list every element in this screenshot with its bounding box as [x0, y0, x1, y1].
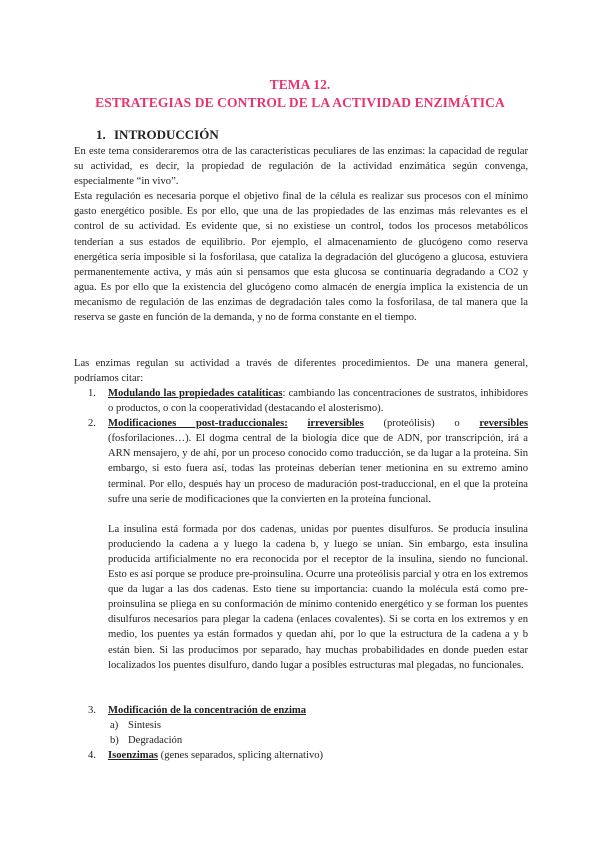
list-item-title: Modificación de la concentración de enzima	[108, 705, 307, 716]
list-item-title: Modulando las propiedades catalíticas	[108, 388, 283, 399]
sub-item-letter: b)	[110, 735, 119, 747]
list-item-text: (genes separados, splicing alternativo)	[158, 750, 324, 762]
intro-block	[74, 144, 528, 325]
list-item-text: (fosforilaciones…). El dogma central de la biología dice que de ADN, por transcripción, irá a ARN mensajero, y de ahí, por un proceso conocido como traducción, se da lugar a la proteína. Sin embargo, si esto fuera así, todas las proteínas deberían tener metionina en su extremo amino terminal. Por ello, después hay un proceso de maduración post-traduccional, en el que la proteína sufre una serie de modificaciones que la convierten en la proteína funcional.	[108, 433, 528, 505]
intro-paragraph-1: En este tema consideraremos otra de las características peculiares de las enzimas: la capacidad de regular su actividad, es decir, la propiedad de regulación de la actividad enzimática según convenga, especialmente “in vivo”.	[74, 146, 528, 188]
chapter-title: ESTRATEGIAS DE CONTROL DE LA ACTIVIDAD ENZIMÁTICA	[95, 95, 505, 110]
section-number: 1.	[96, 127, 106, 142]
section-title: INTRODUCCIÓN	[114, 127, 219, 142]
list-item-title: Isoenzimas	[108, 750, 159, 762]
sub-item-letter: a)	[110, 720, 119, 732]
sub-item	[88, 718, 528, 733]
strategies-list	[88, 386, 528, 673]
list-item	[88, 748, 528, 763]
intro-block-2	[74, 356, 528, 386]
sub-item	[88, 733, 528, 748]
list-item	[88, 416, 528, 673]
list-item-number: 2.	[88, 418, 96, 430]
chapter-number: TEMA 12.	[269, 77, 331, 92]
sub-item-text: Degradación	[128, 735, 183, 747]
insulin-paragraph: La insulina está formada por dos cadenas, unidas por puentes disulfuros. Se producía insulina produciendo la cadena a y luego la cadena b, y luego se unían. Sin embargo, esta insulina producida artificialmente no era reconocida por el receptor de la insulina, siendo no funcional. Esto es así porque se produce pre-proinsulina. Ocurre una proteólisis parcial y otra en los extremos que da lugar a las dos cadenas. Esto tiene su importancia: cuando la molécula está como pre-proinsulina se pliega en su conformación de mínimo contenido energético y se forman los puentes disulfuros necesarios para plegar la cadena (enlaces covalentes). Si se corta en los extremos y en medio, los puentes ya están formados y quedan ahí, por lo que la estructura de la cadena a y b están bien. Si las producimos por separado, hay muchas probabilidades en donde pueden estar localizados los puentes disulfuro, dando lugar a posibles estructuras mal plegadas, no funcionales.	[108, 523, 528, 671]
list-item-text: (proteólisis) o	[363, 418, 480, 430]
list-item-title: Modificaciones post-traduccionales:	[108, 418, 288, 430]
section-heading	[96, 127, 219, 143]
sub-item-text: Síntesis	[128, 720, 161, 732]
intro-paragraph-3: Las enzimas regulan su actividad a través de diferentes procedimientos. De una manera general, podríamos citar:	[74, 358, 528, 385]
intro-paragraph-2: Esta regulación es necesaria porque el objetivo final de la célula es realizar sus procesos con el mínimo gasto energético posible. Es por ello, que una de las propiedades de las enzimas más relevantes es el control de su actividad. Es evidente que, si no existiese un control, todos los procesos metabólicos tenderían a sus estados de equilibrio. Por ejemplo, el almacenamiento de glucógeno como reserva energética sería imposible si la fosforilasa, que cataliza la degradación del glucógeno a glucosa, estuviera permanentemente activa, y más aún si pensamos que esta glucosa se continuaría degradando a CO2 y agua. Es por ello que la existencia del glucógeno como almacén de energía implica la existencia de un mecanismo de regulación de las enzimas de degradación tales como la fosforilasa, de tal manera que la reserva se gaste en función de la demanda, y no de forma constante en el tiempo.	[74, 191, 528, 324]
list-item-text: : cambiando las concentraciones de sustratos, inhibidores o productos, o con la cooperatividad (destacando el alosterismo).	[108, 388, 528, 415]
keyword-reversibles: reversibles	[479, 418, 528, 430]
strategies-list-2	[88, 703, 528, 763]
list-item-number: 3.	[88, 705, 96, 716]
list-item-number: 4.	[88, 750, 96, 762]
keyword-irreversibles: irreversibles	[307, 418, 364, 430]
list-item-number: 1.	[88, 388, 96, 399]
list-item	[88, 703, 528, 718]
list-item	[88, 386, 528, 416]
